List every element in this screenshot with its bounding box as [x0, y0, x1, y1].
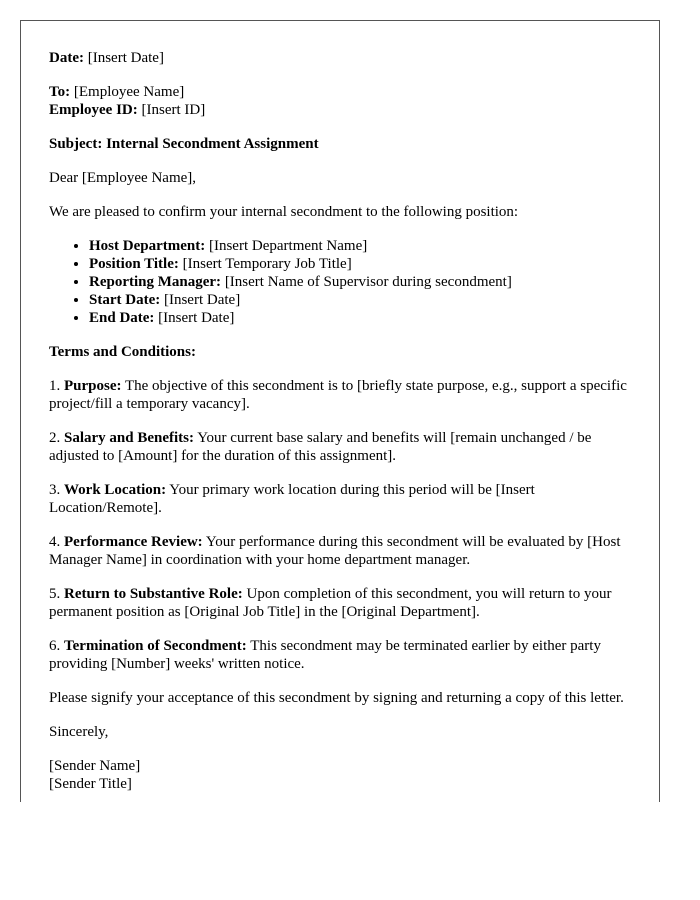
date-value: [Insert Date] — [83, 50, 164, 66]
term-text: Your current base salary and benefits will [remain unchanged / be adjusted to [Amount] for the duration of this assignment]. — [49, 430, 592, 464]
term-number: 2. — [49, 430, 64, 446]
term-text: The objective of this secondment is to [briefly state purpose, e.g., support a specific project/fill a temporary vacancy]. — [49, 378, 627, 412]
term-text: Your performance during this secondment will be evaluated by [Host Manager Name] in coordination with your home department manager. — [49, 534, 621, 568]
sender-name: [Sender Name] — [49, 758, 141, 774]
position-list — [49, 237, 639, 327]
signature-block — [49, 757, 639, 793]
term-paragraph — [49, 429, 639, 465]
term-text: Your primary work location during this period will be [Insert Location/Remote]. — [49, 482, 535, 516]
letter-content — [49, 49, 639, 802]
acceptance-request: Please signify your acceptance of this secondment by signing and returning a copy of this letter. — [49, 690, 624, 706]
term-number: 3. — [49, 482, 64, 498]
to-line — [49, 83, 639, 101]
position-item-value: [Insert Department Name] — [205, 238, 368, 254]
to-value: [Employee Name] — [70, 84, 185, 100]
term-label: Work Location: — [64, 482, 167, 498]
term-paragraph — [49, 585, 639, 621]
position-item-label: Host Department: — [89, 238, 206, 254]
term-label: Return to Substantive Role: — [64, 586, 243, 602]
employee-id-line — [49, 101, 639, 119]
terms-heading-text: Terms and Conditions: — [49, 344, 196, 360]
term-label: Purpose: — [64, 378, 122, 394]
to-label: To: — [49, 84, 71, 100]
term-text: This secondment may be terminated earlier by either party providing [Number] weeks' written notice. — [49, 638, 601, 672]
intro-paragraph: We are pleased to confirm your internal secondment to the following position: — [49, 204, 519, 220]
subject-line — [49, 135, 639, 153]
list-item — [89, 255, 639, 273]
term-number: 1. — [49, 378, 64, 394]
term-number: 4. — [49, 534, 64, 550]
date-label: Date: — [49, 50, 84, 66]
recipient-block — [49, 83, 639, 119]
employee-id-label: Employee ID: — [49, 102, 138, 118]
sender-title: [Sender Title] — [49, 776, 132, 792]
position-item-label: Reporting Manager: — [89, 274, 222, 290]
subject-text: Subject: Internal Secondment Assignment — [49, 136, 319, 152]
list-item — [89, 237, 639, 255]
term-paragraph — [49, 481, 639, 517]
date-line — [49, 49, 639, 67]
list-item — [89, 309, 639, 327]
term-paragraph — [49, 533, 639, 569]
list-item — [89, 291, 639, 309]
term-paragraph — [49, 637, 639, 673]
employee-id-value: [Insert ID] — [137, 102, 206, 118]
position-item-label: Start Date: — [89, 292, 161, 308]
letter-page — [20, 20, 660, 802]
term-paragraph — [49, 377, 639, 413]
position-item-value: [Insert Name of Supervisor during secondment] — [221, 274, 512, 290]
term-label: Salary and Benefits: — [64, 430, 195, 446]
term-number: 6. — [49, 638, 64, 654]
terms-heading — [49, 343, 639, 361]
term-label: Performance Review: — [64, 534, 203, 550]
position-item-value: [Insert Date] — [154, 310, 235, 326]
term-number: 5. — [49, 586, 64, 602]
signoff: Sincerely, — [49, 724, 109, 740]
position-item-label: Position Title: — [89, 256, 179, 272]
list-item — [89, 273, 639, 291]
position-item-label: End Date: — [89, 310, 155, 326]
term-label: Termination of Secondment: — [64, 638, 247, 654]
term-text: Upon completion of this secondment, you will return to your permanent position as [Original Job Title] in the [Original Department]. — [49, 586, 612, 620]
greeting: Dear [Employee Name], — [49, 170, 197, 186]
position-item-value: [Insert Temporary Job Title] — [178, 256, 352, 272]
position-item-value: [Insert Date] — [160, 292, 241, 308]
